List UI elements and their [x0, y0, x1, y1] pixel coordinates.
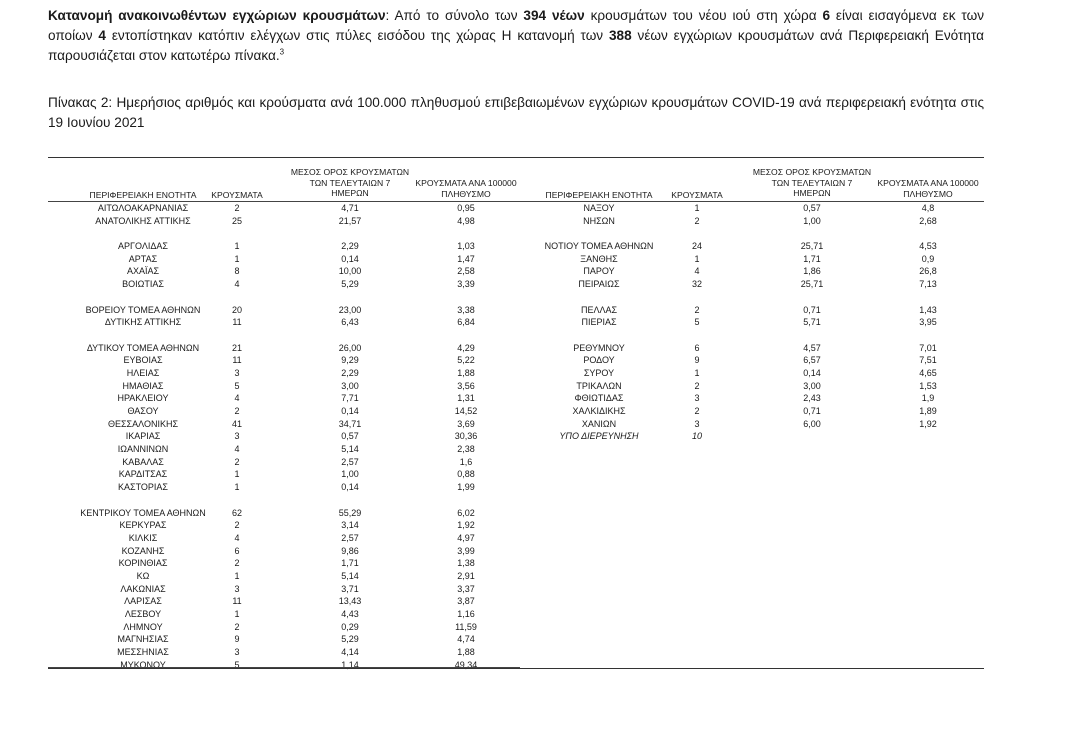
left-region-cell: ΛΗΜΝΟΥ: [123, 621, 163, 632]
right-per100k-cell: 7,01: [919, 342, 937, 353]
right-cases-cell: 9: [694, 355, 700, 366]
right-per100k-cell: 2,68: [919, 215, 937, 226]
left-per100k-cell: 3,37: [457, 583, 475, 594]
left-per100k-cell: 3,87: [457, 596, 475, 607]
right-avg-cell: 1,86: [803, 266, 821, 277]
group-spacer: [196, 291, 278, 304]
left-per100k-cell: 30,36: [454, 431, 478, 442]
left-avg-cell: 1,14: [341, 659, 359, 670]
left-region-cell: ΕΥΒΟΙΑΣ: [123, 355, 163, 366]
right-region-cell: ΧΑΝΙΩΝ: [581, 418, 617, 429]
group-spacer: [858, 291, 998, 304]
left-per100k-cell: 3,69: [457, 418, 475, 429]
left-region-cell: ΚΑΒΑΛΑΣ: [122, 456, 164, 467]
header-avg-left-l2: ΤΩΝ ΤΕΛΕΥΤΑΙΩΝ 7: [309, 177, 391, 188]
left-cases-cell: 2: [234, 456, 240, 467]
left-avg-cell: 4,14: [341, 647, 359, 658]
left-avg-cell: 5,14: [341, 570, 359, 581]
left-per100k-cell: 3,38: [457, 304, 475, 315]
group-spacer: [196, 227, 278, 240]
header-per-right: [858, 178, 998, 199]
left-cases-cell: 11: [232, 317, 242, 328]
group-spacer: [196, 329, 278, 342]
left-cases-cell: 21: [231, 342, 242, 353]
left-avg-cell: 3,71: [341, 583, 359, 594]
left-per100k-cell: 2,91: [457, 570, 475, 581]
right-per100k-cell: [858, 430, 998, 443]
right-per100k-cell: 4,8: [921, 203, 935, 213]
left-region-cell: ΑΧΑΪΑΣ: [126, 266, 160, 277]
left-region-cell: ΚΟΖΑΝΗΣ: [121, 545, 165, 556]
right-cases-cell: 24: [691, 241, 702, 252]
left-cases-cell: 5: [234, 659, 240, 670]
left-cases-cell: 4: [234, 393, 240, 404]
right-cases-cell: 2: [694, 380, 700, 391]
left-per100k-cell: 1,88: [457, 367, 475, 378]
right-cases-column: [656, 202, 738, 443]
header-avg-right-l1: ΜΕΣΟΣ ΟΡΟΣ ΚΡΟΥΣΜΑΤΩΝ: [752, 167, 872, 177]
left-region-cell: ΒΟΡΕΙΟΥ ΤΟΜΕΑ ΑΘΗΝΩΝ: [85, 304, 201, 315]
left-region-cell: ΑΡΓΟΛΙΔΑΣ: [118, 241, 168, 252]
left-region-cell: ΔΥΤΙΚΗΣ ΑΤΤΙΚΗΣ: [104, 317, 182, 328]
intro-text-2: κρουσμάτων του νέου ιού στη χώρα: [584, 8, 823, 23]
right-per100k-cell: 7,51: [919, 355, 937, 366]
header-avg-right-l2: ΤΩΝ ΤΕΛΕΥΤΑΙΩΝ 7: [771, 177, 853, 188]
right-region-cell: ΦΘΙΩΤΙΔΑΣ: [574, 393, 624, 404]
left-avg-cell: 1,71: [341, 558, 359, 569]
left-region-cell: ΛΕΣΒΟΥ: [124, 609, 162, 619]
left-region-cell: ΚΟΡΙΝΘΙΑΣ: [118, 558, 168, 569]
intro-imported: 6: [822, 8, 831, 23]
intro-text-1: : Από το σύνολο των: [385, 8, 524, 23]
left-per100k-cell: 2,58: [457, 266, 475, 277]
left-region-cell: ΗΡΑΚΛΕΙΟΥ: [117, 393, 169, 404]
left-avg-cell: 55,29: [338, 507, 362, 518]
right-avg-cell: 2,43: [803, 393, 821, 404]
left-cases-cell: 4: [234, 279, 240, 290]
left-cases-cell: 2: [234, 520, 240, 531]
left-region-cell: ΙΩΑΝΝΙΝΩΝ: [117, 444, 169, 455]
right-per100k-cell: 26,8: [919, 266, 937, 277]
right-region-cell: ΤΡΙΚΑΛΩΝ: [576, 380, 622, 391]
right-cases-cell: 5: [694, 317, 700, 328]
right-per100k-cell: 1,53: [919, 380, 937, 391]
left-cases-cell: 1: [234, 253, 240, 264]
left-per100k-cell: 1,88: [457, 647, 475, 658]
left-region-cell: ΚΕΡΚΥΡΑΣ: [119, 520, 167, 531]
left-per100k-cell: 6,84: [457, 317, 475, 328]
right-cases-cell: 2: [694, 406, 700, 416]
left-avg-cell: 0,14: [341, 406, 359, 416]
right-cases-cell: 1: [694, 367, 700, 378]
left-avg-cell: 0,14: [341, 253, 359, 264]
header-cases-right: ΚΡΟΥΣΜΑΤΑ: [671, 190, 723, 200]
left-region-cell: ΑΙΤΩΛΟΑΚΑΡΝΑΝΙΑΣ: [97, 203, 189, 213]
left-cases-cell: 4: [234, 532, 240, 543]
left-region-cell: ΜΑΓΝΗΣΙΑΣ: [117, 634, 169, 645]
header-cases-left: ΚΡΟΥΣΜΑΤΑ: [211, 190, 263, 200]
left-cases-cell: 1: [234, 570, 240, 581]
left-per100k-cell: 4,74: [457, 634, 475, 645]
right-per100k-cell: 4,53: [919, 241, 937, 252]
left-cases-cell: 2: [234, 406, 240, 416]
left-cases-cell: 4: [234, 444, 240, 455]
left-per100k-cell: 4,29: [457, 342, 475, 353]
right-cases-cell: 32: [691, 279, 702, 290]
left-per100k-cell: 5,22: [457, 355, 475, 366]
header-region-left: ΠΕΡΙΦΕΡΕΙΑΚΗ ΕΝΟΤΗΤΑ: [89, 190, 197, 200]
left-region-cell: ΙΚΑΡΙΑΣ: [125, 431, 161, 442]
left-region-cell: ΑΡΤΑΣ: [128, 253, 158, 264]
table-bottom-rule: [48, 668, 984, 669]
right-cases-cell: 1: [694, 253, 700, 264]
right-region-cell: ΧΑΛΚΙΔΙΚΗΣ: [572, 406, 626, 416]
left-per100k-cell: 6,02: [457, 507, 475, 518]
right-region-cell: ΝΑΞΟΥ: [583, 203, 615, 213]
left-region-cell: ΚΙΛΚΙΣ: [128, 532, 158, 543]
right-per100k-cell: 3,95: [919, 317, 937, 328]
left-cases-cell: 6: [234, 545, 240, 556]
group-spacer: [858, 227, 998, 240]
left-per100k-cell: 1,6: [459, 456, 473, 467]
left-cases-cell: 11: [232, 355, 242, 366]
left-avg-cell: 2,57: [341, 456, 359, 467]
right-per100k-cell: 4,65: [919, 367, 937, 378]
right-avg-cell: 6,57: [803, 355, 821, 366]
intro-paragraph: [48, 6, 984, 66]
left-avg-cell: 5,29: [341, 634, 359, 645]
left-per100k-cell: 0,95: [457, 203, 475, 213]
header-avg-left-l1: ΜΕΣΟΣ ΟΡΟΣ ΚΡΟΥΣΜΑΤΩΝ: [290, 167, 410, 177]
header-per-left-l2: ΠΛΗΘΥΣΜΟ: [441, 188, 491, 199]
header-per-right-l1: ΚΡΟΥΣΜΑΤΑ ΑΝΑ 100000: [877, 178, 979, 188]
left-cases-cell: 1: [234, 469, 240, 480]
right-avg-cell: 5,71: [803, 317, 821, 328]
left-per100k-cell: 4,97: [457, 532, 475, 543]
header-avg-right-l3: ΗΜΕΡΩΝ: [793, 188, 831, 199]
left-avg-cell: 1,00: [341, 469, 359, 480]
left-cases-cell: 3: [234, 583, 240, 594]
right-per100k-cell: 1,9: [921, 393, 935, 404]
left-per100k-cell: 1,99: [457, 482, 475, 493]
left-avg-cell: 0,29: [341, 621, 359, 632]
left-avg-cell: 4,43: [341, 609, 359, 619]
header-avg-left-l3: ΗΜΕΡΩΝ: [331, 188, 369, 199]
right-avg-cell: 4,57: [803, 342, 821, 353]
left-per100k-cell: 2,38: [457, 444, 475, 455]
left-region-cell: ΔΥΤΙΚΟΥ ΤΟΜΕΑ ΑΘΗΝΩΝ: [86, 342, 200, 353]
right-avg-cell: 25,71: [800, 241, 824, 252]
left-cases-cell: 2: [234, 203, 240, 213]
left-region-cell: ΗΜΑΘΙΑΣ: [122, 380, 164, 391]
intro-footnote: 3: [279, 47, 285, 57]
group-spacer: [196, 494, 278, 507]
group-spacer: [396, 494, 536, 507]
right-avg-cell: 1,71: [803, 253, 821, 264]
right-cases-cell: 3: [694, 393, 700, 404]
left-region-cell: ΜΕΣΣΗΝΙΑΣ: [117, 647, 169, 658]
intro-text-5: νέων εγχώριων κρουσμάτων ανά Περιφερειακή Ενότητα παρουσιάζεται στον κατωτέρω πίνακα.: [48, 28, 984, 63]
left-cases-cell: 1: [234, 609, 240, 619]
right-region-cell: ΠΕΙΡΑΙΩΣ: [578, 279, 620, 290]
right-cases-cell: 3: [694, 418, 700, 429]
left-avg-cell: 26,00: [338, 342, 362, 353]
right-cases-cell: 6: [694, 342, 700, 353]
table-top-rule: [48, 157, 984, 158]
right-region-cell: ΠΑΡΟΥ: [583, 266, 615, 277]
right-region-cell: ΡΟΔΟΥ: [583, 355, 615, 366]
left-region-cell: ΛΑΚΩΝΙΑΣ: [120, 583, 166, 594]
left-per100k-cell: 49,34: [454, 659, 478, 670]
left-cases-cell: 11: [232, 596, 242, 607]
left-per100k-cell: 1,16: [457, 609, 475, 619]
left-per100k-cell: 4,98: [457, 215, 475, 226]
right-avg-cell: 1,00: [803, 215, 821, 226]
left-cases-cell: 25: [231, 215, 242, 226]
left-region-cell: ΛΑΡΙΣΑΣ: [124, 596, 162, 607]
intro-gates: 4: [98, 28, 106, 43]
left-cases-cell: 9: [234, 634, 240, 645]
left-cases-cell: 3: [234, 431, 240, 442]
group-spacer: [656, 227, 738, 240]
left-per100k-cell: 1,47: [457, 253, 475, 264]
left-region-cell: ΑΝΑΤΟΛΙΚΗΣ ΑΤΤΙΚΗΣ: [95, 215, 191, 226]
left-cases-column: [196, 202, 278, 671]
left-avg-cell: 0,57: [341, 431, 359, 442]
left-avg-cell: 2,29: [341, 367, 359, 378]
right-avg-cell: 0,71: [803, 304, 821, 315]
intro-text-3: είναι εισαγόμενα εκ των οποίων: [48, 8, 984, 43]
left-per100k-cell: 14,52: [454, 406, 478, 416]
left-avg-cell: 2,57: [341, 532, 359, 543]
group-spacer: [656, 329, 738, 342]
left-avg-cell: 9,86: [341, 545, 359, 556]
left-avg-cell: 3,14: [341, 520, 359, 531]
right-avg-cell: 0,71: [803, 406, 821, 416]
right-cases-cell: 2: [694, 215, 700, 226]
left-avg-cell: 5,29: [341, 279, 359, 290]
table-caption: Πίνακας 2: Ημερήσιος αριθμός και κρούσματα ανά 100.000 πληθυσμού επιβεβαιωμένων εγχώριων κρουσμάτων COVID-19 ανά περιφερειακή ενότητα στις 19 Ιουνίου 2021: [48, 95, 984, 130]
left-cases-cell: 3: [234, 647, 240, 658]
right-avg-cell: 25,71: [800, 279, 824, 290]
header-per-right-l2: ΠΛΗΘΥΣΜΟ: [903, 188, 953, 199]
right-avg-cell: 3,00: [803, 380, 821, 391]
left-per100k-cell: 1,38: [457, 558, 475, 569]
left-region-cell: ΚΑΡΔΙΤΣΑΣ: [118, 469, 168, 480]
right-region-cell: ΠΕΛΛΑΣ: [580, 304, 618, 315]
left-per100k-cell: 3,39: [457, 279, 475, 290]
left-region-cell: ΚΩ: [136, 570, 150, 581]
right-per100k-cell: 1,43: [919, 304, 937, 315]
left-avg-cell: 6,43: [341, 317, 359, 328]
left-region-cell: ΘΕΣΣΑΛΟΝΙΚΗΣ: [107, 418, 179, 429]
left-avg-cell: 23,00: [338, 304, 362, 315]
right-region-cell: ΞΑΝΘΗΣ: [580, 253, 618, 264]
left-avg-cell: 0,14: [341, 482, 359, 493]
intro-label: Κατανομή ανακοινωθέντων εγχώριων κρουσμάτων: [48, 8, 386, 23]
intro-domestic: 388: [608, 28, 632, 43]
left-per100k-cell: 0,88: [457, 469, 475, 480]
right-cases-cell: 1: [694, 203, 700, 213]
right-region-cell: ΝΗΣΩΝ: [583, 215, 615, 226]
header-region-right: ΠΕΡΙΦΕΡΕΙΑΚΗ ΕΝΟΤΗΤΑ: [545, 190, 653, 200]
right-region-cell: ΣΥΡΟΥ: [583, 367, 615, 378]
header-per-left-l1: ΚΡΟΥΣΜΑΤΑ ΑΝΑ 100000: [415, 178, 517, 188]
left-avg-cell: 2,29: [341, 241, 359, 252]
left-per100k-cell: 3,56: [457, 380, 475, 391]
left-avg-cell: 21,57: [338, 215, 362, 226]
left-cases-cell: 20: [231, 304, 242, 315]
left-cases-cell: 1: [234, 241, 240, 252]
left-cases-cell: 8: [234, 266, 240, 277]
left-per100k-cell: 3,99: [457, 545, 475, 556]
left-region-cell: ΒΟΙΩΤΙΑΣ: [122, 279, 164, 290]
left-avg-cell: 4,71: [341, 203, 359, 213]
right-per100k-cell: 0,9: [921, 253, 935, 264]
right-per100k-cell: 1,89: [919, 406, 937, 416]
left-cases-cell: 1: [234, 482, 240, 493]
left-region-cell: ΚΑΣΤΟΡΙΑΣ: [118, 482, 168, 493]
right-avg-cell: 0,14: [803, 367, 821, 378]
right-per100k-cell: 7,13: [919, 279, 937, 290]
right-avg-cell: 0,57: [803, 203, 821, 213]
left-cases-cell: 2: [234, 621, 240, 632]
left-avg-cell: 10,00: [338, 266, 362, 277]
right-region-cell: ΝΟΤΙΟΥ ΤΟΜΕΑ ΑΘΗΝΩΝ: [544, 241, 654, 252]
left-avg-cell: 5,14: [341, 444, 359, 455]
right-cases-cell: 2: [694, 304, 700, 315]
left-per100k-cell: 1,92: [457, 520, 475, 531]
left-cases-cell: 3: [234, 367, 240, 378]
right-per100k-cell: 1,92: [919, 418, 937, 429]
right-region-cell: ΥΠΟ ΔΙΕΡΕΥΝΗΣΗ: [559, 431, 639, 442]
intro-text-4: εντοπίστηκαν κατόπιν ελέγχων στις πύλες εισόδου της χώρας Η κατανομή των: [105, 28, 609, 43]
left-avg-cell: 9,29: [341, 355, 359, 366]
right-avg-cell: 6,00: [803, 418, 821, 429]
left-region-cell: ΚΕΝΤΡΙΚΟΥ ΤΟΜΕΑ ΑΘΗΝΩΝ: [80, 507, 206, 518]
left-avg-cell: 13,43: [338, 596, 362, 607]
left-cases-cell: 2: [234, 558, 240, 569]
group-spacer: [858, 329, 998, 342]
right-per100k-column: [858, 202, 998, 443]
right-cases-cell: 10: [691, 431, 702, 442]
right-region-cell: ΠΙΕΡΙΑΣ: [581, 317, 617, 328]
left-per100k-cell: 11,59: [455, 621, 477, 632]
left-cases-cell: 62: [231, 507, 242, 518]
left-avg-cell: 3,00: [341, 380, 359, 391]
left-per100k-cell: 1,31: [457, 393, 475, 404]
group-spacer: [656, 291, 738, 304]
left-region-cell: ΜΥΚΟΝΟΥ: [120, 659, 166, 670]
left-per100k-cell: 1,03: [457, 241, 475, 252]
left-region-cell: ΗΛΕΙΑΣ: [126, 367, 160, 378]
left-region-cell: ΘΑΣΟΥ: [127, 406, 159, 416]
left-avg-cell: 7,71: [341, 393, 359, 404]
left-cases-cell: 5: [234, 380, 240, 391]
left-cases-cell: 41: [231, 418, 242, 429]
intro-total: 394 νέων: [523, 8, 585, 23]
right-cases-cell: 4: [694, 266, 700, 277]
right-region-cell: ΡΕΘΥΜΝΟΥ: [573, 342, 625, 353]
left-avg-cell: 34,71: [338, 418, 362, 429]
